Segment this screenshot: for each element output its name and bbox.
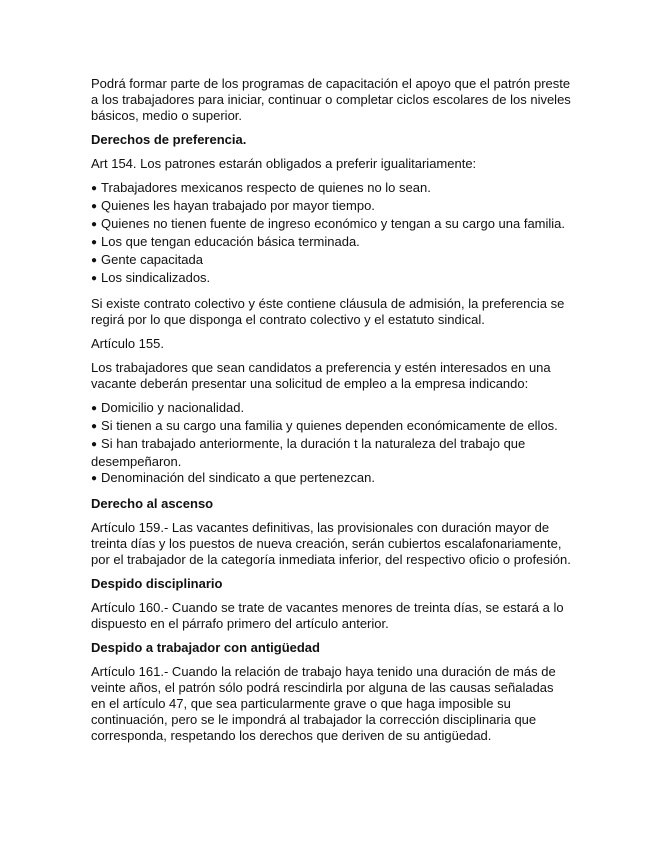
heading-despido-disciplinario: Despido disciplinario bbox=[91, 576, 223, 591]
list-item: ● Trabajadores mexicanos respecto de quienes no lo sean. bbox=[91, 180, 571, 198]
candidatos-paragraph: Los trabajadores que sean candidatos a preferencia y estén interesados en una vacante deberán presentar una solicitud de empleo a la empresa indicando: bbox=[91, 360, 551, 391]
list-item: ● Quienes no tienen fuente de ingreso económico y tengan a su cargo una familia. bbox=[91, 216, 571, 234]
heading-derecho-ascenso: Derecho al ascenso bbox=[91, 496, 214, 511]
contrato-colectivo-paragraph: Si existe contrato colectivo y éste contiene cláusula de admisión, la preferencia se regirá por lo que disponga el contrato colectivo y el estatuto sindical. bbox=[91, 296, 565, 327]
list-item: ● Quienes les hayan trabajado por mayor tiempo. bbox=[91, 198, 571, 216]
list-item: ● Los que tengan educación básica terminada. bbox=[91, 234, 571, 252]
intro-paragraph: Podrá formar parte de los programas de capacitación el apoyo que el patrón preste a los trabajadores para iniciar, continuar o completar ciclos escolares de los niveles básicos, medio o superior. bbox=[91, 76, 571, 123]
art-155-label: Artículo 155. bbox=[91, 336, 164, 351]
list-item: ● Denominación del sindicato a que pertenezcan. bbox=[91, 470, 571, 488]
list-item: ● Domicilio y nacionalidad. bbox=[91, 400, 571, 418]
heading-despido-antiguedad: Despido a trabajador con antigüedad bbox=[91, 640, 320, 655]
art-159-paragraph: Artículo 159.- Las vacantes definitivas, las provisionales con duración mayor de treinta días y los puestos de nueva creación, serán cubiertos escalafonariamente, por el trabajador de la categoría inmediata inferior, del respectivo oficio o profesión. bbox=[91, 520, 571, 567]
art-160-paragraph: Artículo 160.- Cuando se trate de vacantes menores de treinta días, se estará a lo dispuesto en el párrafo primero del artículo anterior. bbox=[91, 600, 564, 631]
solicitud-list bbox=[91, 400, 571, 488]
list-item: ● Si tienen a su cargo una familia y quienes dependen económicamente de ellos. bbox=[91, 418, 571, 436]
heading-derechos-preferencia: Derechos de preferencia. bbox=[91, 132, 247, 147]
art-161-paragraph: Artículo 161.- Cuando la relación de trabajo haya tenido una duración de más de veinte años, el patrón sólo podrá rescindirla por alguna de las causas señaladas en el artículo 47, que sea particularmente grave o que haga imposible su continuación, pero se le impondrá al trabajador la corrección disciplinaria que corresponda, respetando los derechos que deriven de su antigüedad. bbox=[91, 664, 556, 743]
art-154-paragraph: Art 154. Los patrones estarán obligados a preferir igualitariamente: bbox=[91, 156, 477, 171]
list-item: ● Los sindicalizados. bbox=[91, 270, 571, 288]
list-item: ● Gente capacitada bbox=[91, 252, 571, 270]
preference-list bbox=[91, 180, 571, 288]
list-item: ● Si han trabajado anteriormente, la duración t la naturaleza del trabajo que desempeñaron. bbox=[91, 436, 571, 470]
